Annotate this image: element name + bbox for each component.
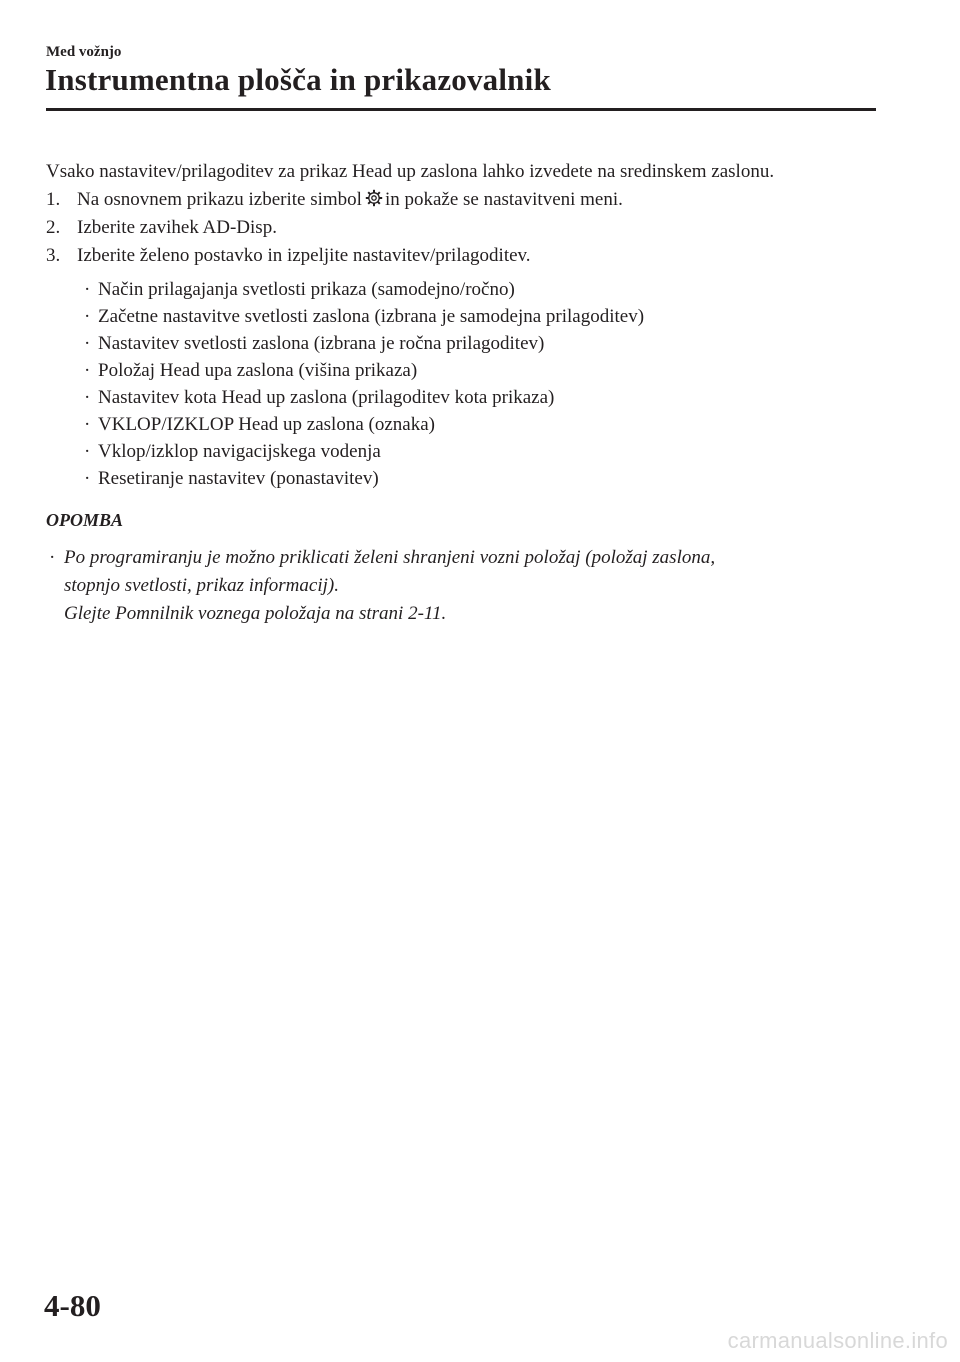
page-title: Instrumentna plošča in prikazovalnik xyxy=(45,62,551,97)
note-heading: OPOMBA xyxy=(46,510,124,530)
list-item xyxy=(46,438,846,465)
bullet-dot: · xyxy=(84,360,91,381)
step-number: 1. xyxy=(46,189,61,210)
section-label: Med vožnjo xyxy=(46,44,122,60)
list-item xyxy=(46,276,846,303)
step-number: 2. xyxy=(46,217,61,238)
option-text: Začetne nastavitve svetlosti zaslona (izbrana je samodejna prilagoditev) xyxy=(98,306,645,327)
step-text: Na osnovnem prikazu izberite simbol xyxy=(77,189,362,210)
page-number: 4-80 xyxy=(44,1288,101,1323)
bullet-dot: · xyxy=(84,279,91,300)
bullet-dot: · xyxy=(84,387,91,408)
option-text: VKLOP/IZKLOP Head up zaslona (oznaka) xyxy=(98,414,435,435)
note-line: Po programiranju je možno priklicati želeni shranjeni vozni položaj (položaj zaslona, xyxy=(64,547,716,568)
bullet-dot: · xyxy=(84,414,91,435)
list-item xyxy=(46,357,846,384)
list-item xyxy=(46,411,846,438)
option-text: Način prilagajanja svetlosti prikaza (samodejno/ročno) xyxy=(98,279,515,300)
bullet-dot: · xyxy=(49,547,56,568)
watermark: carmanualsonline.info xyxy=(727,1328,948,1353)
bullet-dot: · xyxy=(84,306,91,327)
step-1 xyxy=(46,186,846,214)
bullet-dot: · xyxy=(84,441,91,462)
step-number: 3. xyxy=(46,245,61,266)
option-text: Vklop/izklop navigacijskega vodenja xyxy=(98,441,381,462)
bullet-dot: · xyxy=(84,333,91,354)
option-text: Nastavitev kota Head up zaslona (prilagoditev kota prikaza) xyxy=(98,387,555,408)
content-body xyxy=(46,158,846,628)
steps-list xyxy=(46,186,846,270)
option-text: Resetiranje nastavitev (ponastavitev) xyxy=(98,468,379,489)
note-list xyxy=(46,544,846,628)
note-line: stopnjo svetlosti, prikaz informacij). xyxy=(64,575,339,596)
option-text: Nastavitev svetlosti zaslona (izbrana je ročna prilagoditev) xyxy=(98,333,545,354)
note-item xyxy=(46,544,846,628)
step-2 xyxy=(46,214,846,242)
list-item xyxy=(46,465,846,492)
list-item xyxy=(46,303,846,330)
step-text: Izberite zavihek AD-Disp. xyxy=(77,217,277,238)
list-item xyxy=(46,384,846,411)
list-item xyxy=(46,330,846,357)
option-text: Položaj Head upa zaslona (višina prikaza) xyxy=(98,360,418,381)
step-3 xyxy=(46,242,846,270)
bullet-dot: · xyxy=(84,468,91,489)
settings-gear-icon xyxy=(365,188,383,206)
step-text: Izberite želeno postavko in izpeljite nastavitev/prilagoditev. xyxy=(77,245,531,266)
intro-paragraph: Vsako nastavitev/prilagoditev za prikaz Head up zaslona lahko izvedete na sredinskem zaslonu. xyxy=(46,161,775,182)
title-rule xyxy=(46,108,876,111)
settings-options-list xyxy=(46,276,846,492)
step-text-continued: in pokaže se nastavitveni meni. xyxy=(384,189,623,210)
note-cross-reference: Glejte Pomnilnik voznega položaja na strani 2-11. xyxy=(64,603,447,624)
